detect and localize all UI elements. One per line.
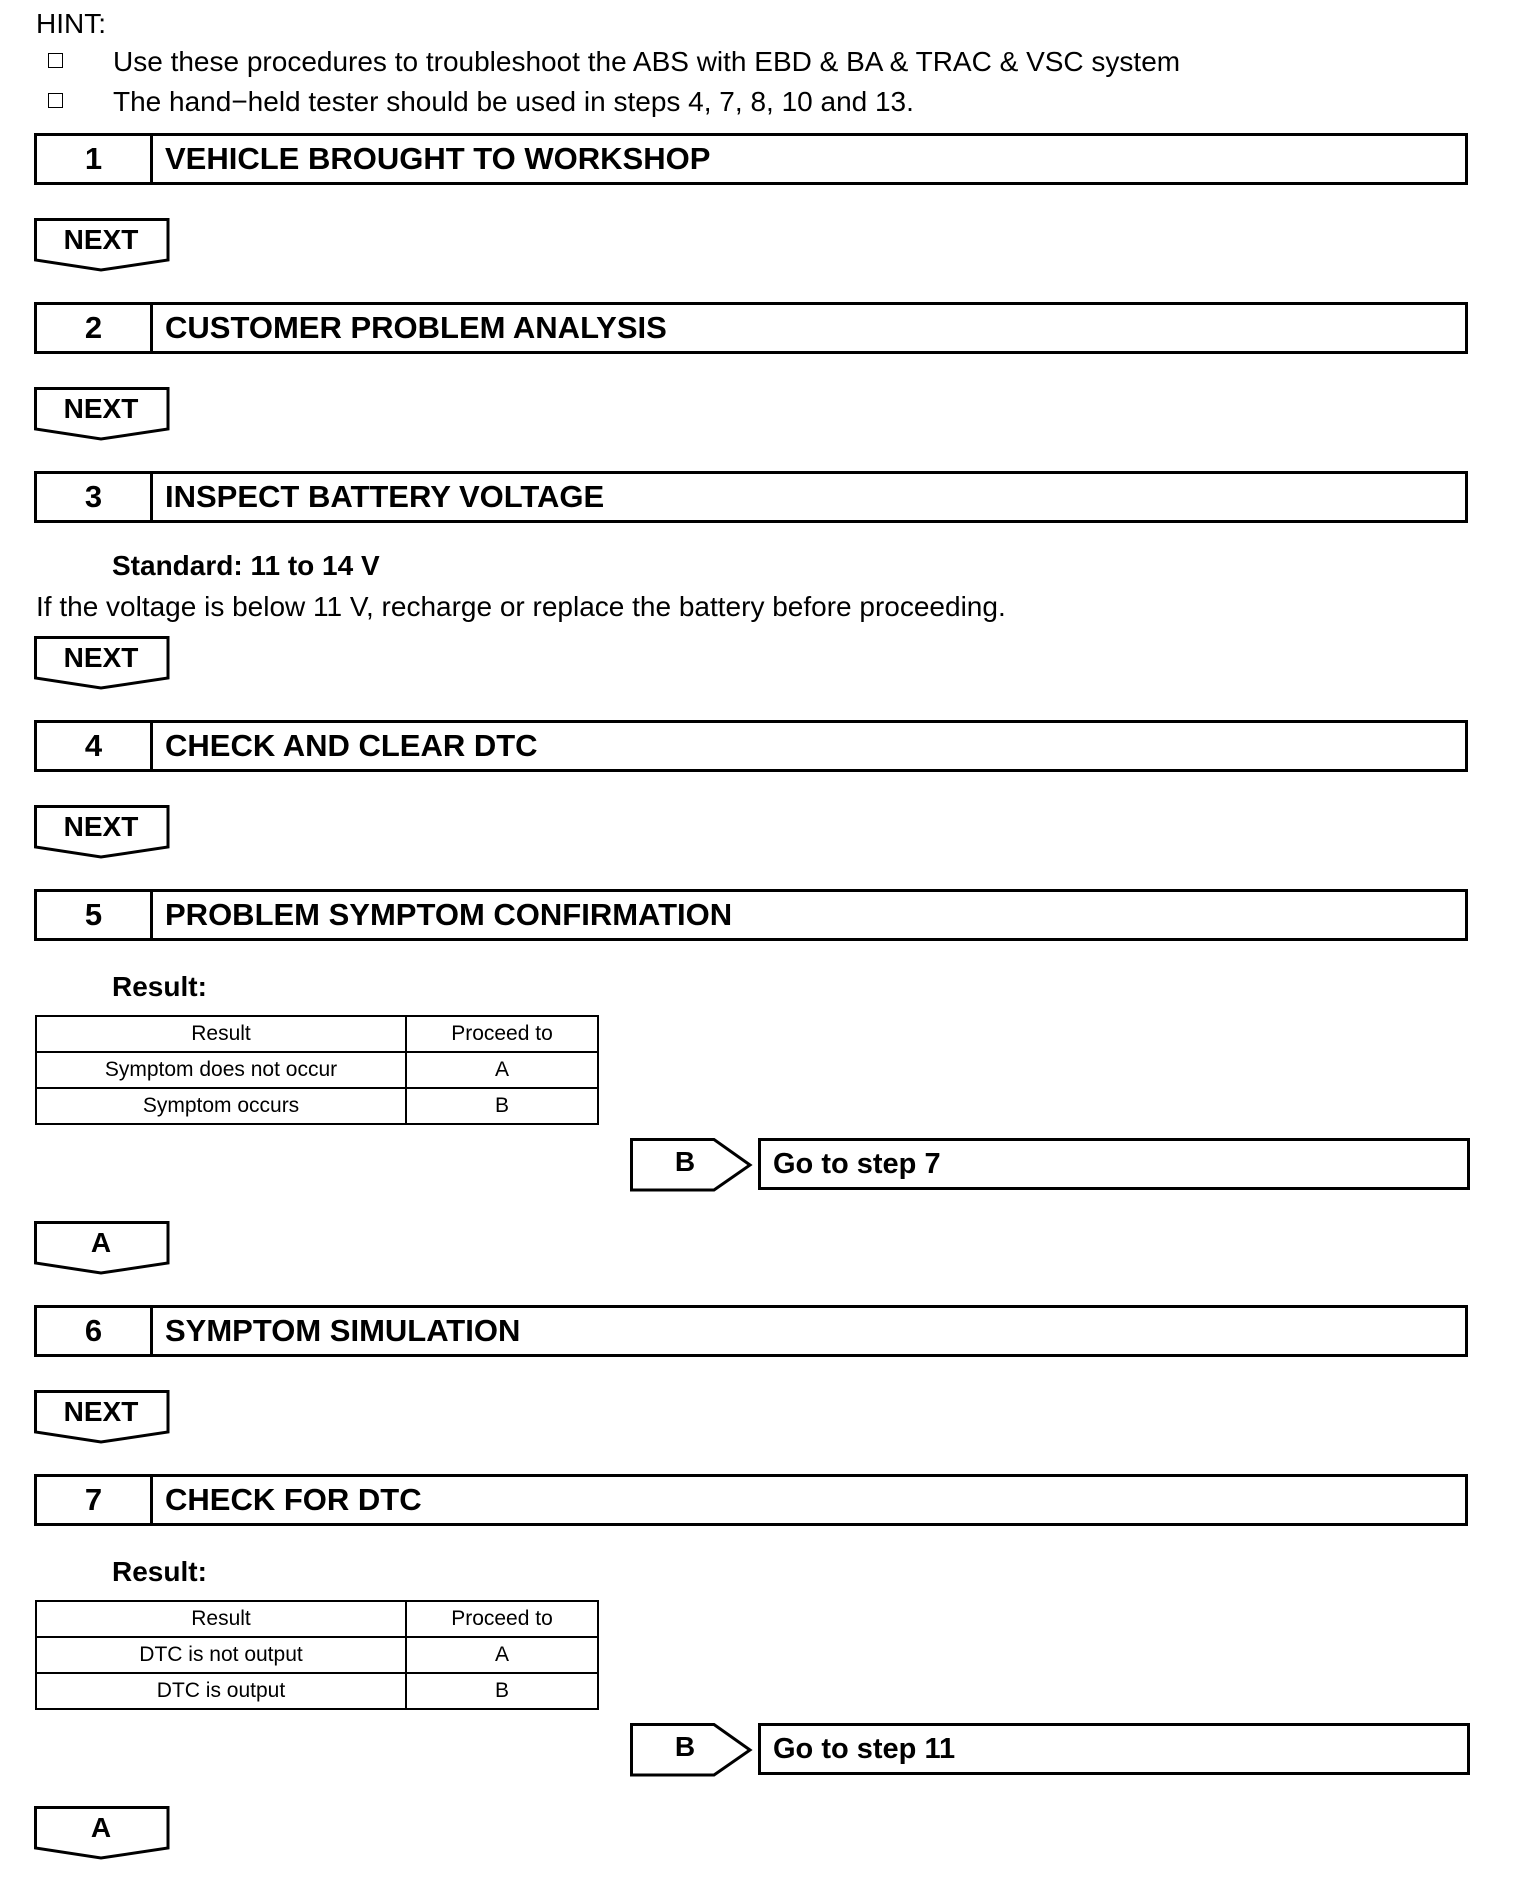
result-label: Result: — [112, 971, 207, 1002]
table-cell: DTC is not output — [36, 1637, 406, 1673]
table-row — [36, 1673, 598, 1709]
next-arrow-tag: NEXT — [34, 1390, 172, 1446]
result-table-step-7 — [35, 1600, 599, 1710]
step-title: VEHICLE BROUGHT TO WORKSHOP — [165, 141, 711, 176]
table-cell: Symptom occurs — [36, 1088, 406, 1124]
table-cell: A — [406, 1052, 598, 1088]
step-title: CHECK FOR DTC — [165, 1482, 422, 1517]
step-number: 7 — [37, 1477, 153, 1523]
step-6-header — [34, 1305, 1468, 1357]
next-arrow-tag: NEXT — [34, 387, 172, 443]
checkbox-bullet-icon — [48, 53, 63, 68]
step-title: INSPECT BATTERY VOLTAGE — [165, 479, 605, 514]
a-arrow-tag: A — [34, 1221, 172, 1277]
goto-step-box: Go to step 11 — [758, 1723, 1470, 1775]
table-row — [36, 1052, 598, 1088]
battery-note: If the voltage is below 11 V, recharge or replace the battery before proceeding. — [36, 591, 1006, 622]
table-cell: B — [406, 1088, 598, 1124]
hint-item: Use these procedures to troubleshoot the ABS with EBD & BA & TRAC & VSC system — [48, 46, 1180, 78]
step-number: 4 — [37, 723, 153, 769]
branch-b-step-5: B Go to step 7 — [630, 1138, 1470, 1192]
table-header-row — [36, 1601, 598, 1637]
result-label: Result: — [112, 1556, 207, 1587]
step-number: 2 — [37, 305, 153, 351]
hint-item: The hand−held tester should be used in steps 4, 7, 8, 10 and 13. — [48, 86, 914, 118]
step-5-header — [34, 889, 1468, 941]
table-cell: Symptom does not occur — [36, 1052, 406, 1088]
hint-title: HINT: — [36, 8, 106, 39]
table-cell: DTC is output — [36, 1673, 406, 1709]
next-arrow-tag: NEXT — [34, 218, 172, 274]
table-header-row — [36, 1016, 598, 1052]
step-number: 5 — [37, 892, 153, 938]
table-header-cell: Result — [36, 1016, 406, 1052]
table-header-cell: Proceed to — [406, 1601, 598, 1637]
table-header-cell: Proceed to — [406, 1016, 598, 1052]
step-number: 1 — [37, 136, 153, 182]
next-arrow-tag: NEXT — [34, 636, 172, 692]
step-3-header — [34, 471, 1468, 523]
step-title: CUSTOMER PROBLEM ANALYSIS — [165, 310, 667, 345]
table-cell: A — [406, 1637, 598, 1673]
step-title: SYMPTOM SIMULATION — [165, 1313, 521, 1348]
table-row — [36, 1088, 598, 1124]
next-arrow-tag: NEXT — [34, 805, 172, 861]
result-table-step-5 — [35, 1015, 599, 1125]
step-number: 6 — [37, 1308, 153, 1354]
step-title: CHECK AND CLEAR DTC — [165, 728, 538, 763]
step-7-header — [34, 1474, 1468, 1526]
step-number: 3 — [37, 474, 153, 520]
step-4-header — [34, 720, 1468, 772]
table-row — [36, 1637, 598, 1673]
a-arrow-tag: A — [34, 1806, 172, 1862]
step-2-header — [34, 302, 1468, 354]
step-1-header — [34, 133, 1468, 185]
step-title: PROBLEM SYMPTOM CONFIRMATION — [165, 897, 733, 932]
table-header-cell: Result — [36, 1601, 406, 1637]
branch-b-step-7: B Go to step 11 — [630, 1723, 1470, 1777]
table-cell: B — [406, 1673, 598, 1709]
checkbox-bullet-icon — [48, 93, 63, 108]
goto-step-box: Go to step 7 — [758, 1138, 1470, 1190]
standard-voltage: Standard: 11 to 14 V — [112, 550, 380, 581]
